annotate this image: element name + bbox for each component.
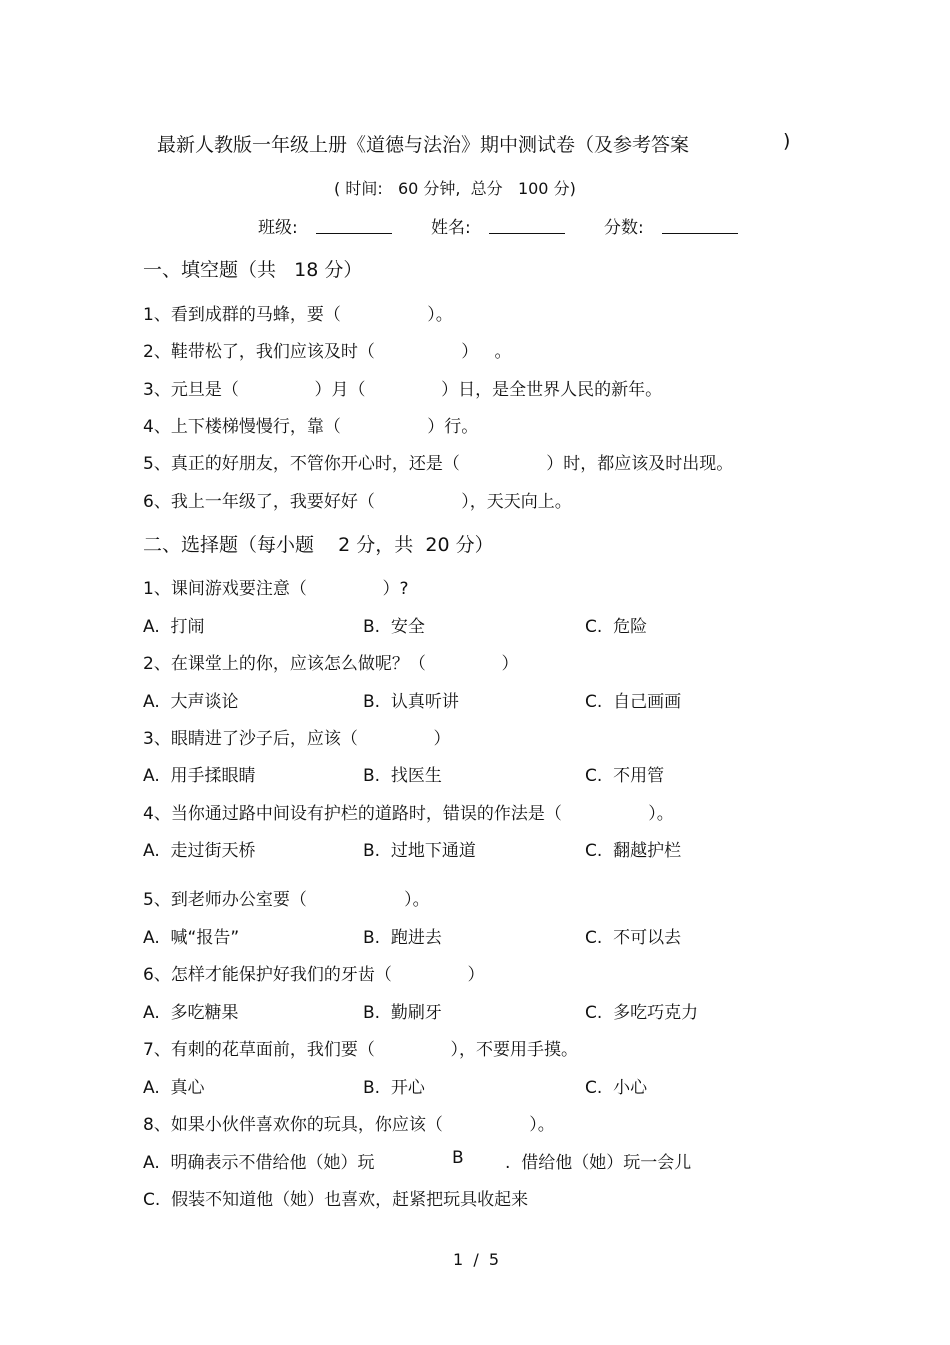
option-a: A. 大声谈论	[143, 692, 239, 712]
section-heading-fill-blank: 一、填空题（共 18 分）	[143, 259, 363, 281]
option-b-text: . 借给他（她）玩一会儿	[505, 1153, 692, 1173]
option-a: A. 打闹	[143, 617, 205, 637]
choice-question: 5、到老师办公室要（ ）。	[143, 890, 430, 910]
option-b: B. 跑进去	[363, 928, 442, 948]
option-c: C. 不用管	[585, 766, 665, 786]
score-label: 分数:	[604, 218, 644, 238]
section-heading-multiple-choice: 二、选择题（每小题 2 分，共 20 分）	[143, 534, 494, 556]
option-b: B. 勤刷牙	[363, 1003, 442, 1023]
fill-question: 2、鞋带松了，我们应该及时（ ） 。	[143, 342, 512, 362]
name-blank	[489, 233, 565, 234]
option-c: C. 危险	[585, 617, 648, 637]
option-a: A. 喊“报告”	[143, 928, 240, 948]
option-b: B. 过地下通道	[363, 841, 476, 861]
option-c: C. 不可以去	[585, 928, 682, 948]
option-b: B. 认真听讲	[363, 692, 459, 712]
option-c: C. 翻越护栏	[585, 841, 682, 861]
score-blank	[662, 233, 738, 234]
choice-question: 4、当你通过路中间设有护栏的道路时，错误的作法是（ ）。	[143, 804, 674, 824]
option-c: C. 小心	[585, 1078, 648, 1098]
page-number: 1 / 5	[453, 1250, 500, 1269]
class-label: 班级:	[258, 218, 298, 238]
name-label: 姓名:	[431, 218, 471, 238]
exam-info: ( 时间: 60 分钟, 总分 100 分)	[334, 179, 576, 198]
option-b: B. 找医生	[363, 766, 442, 786]
option-b: B	[452, 1148, 464, 1168]
class-blank	[316, 233, 392, 234]
fill-question: 6、我上一年级了，我要好好（ ），天天向上。	[143, 492, 572, 512]
option-b: B. 安全	[363, 617, 425, 637]
option-a: A. 明确表示不借给他（她）玩	[143, 1153, 375, 1173]
option-a: A. 多吃糖果	[143, 1003, 239, 1023]
choice-question: 1、课间游戏要注意（ ）?	[143, 579, 409, 599]
fill-question: 3、元旦是（ ）月（ ）日，是全世界人民的新年。	[143, 380, 663, 400]
option-a: A. 真心	[143, 1078, 205, 1098]
choice-question: 7、有刺的花草面前，我们要（ ），不要用手摸。	[143, 1040, 578, 1060]
fill-question: 4、上下楼梯慢慢行，靠（ ）行。	[143, 417, 479, 437]
page-title: 最新人教版一年级上册《道德与法治》期中测试卷（及参考答案	[157, 134, 690, 156]
option-a: A. 用手揉眼睛	[143, 766, 256, 786]
choice-question: 2、在课堂上的你，应该怎么做呢？（ ）	[143, 654, 519, 674]
option-b: B. 开心	[363, 1078, 425, 1098]
fill-question: 1、看到成群的马蜂，要（ ）。	[143, 305, 453, 325]
page-title-close-paren: )	[783, 130, 791, 152]
option-c: C. 多吃巧克力	[585, 1003, 699, 1023]
option-c: C. 假装不知道他（她）也喜欢，赶紧把玩具收起来	[143, 1190, 529, 1210]
choice-question: 8、如果小伙伴喜欢你的玩具，你应该（ ）。	[143, 1115, 555, 1135]
choice-question: 3、眼睛进了沙子后，应该（ ）	[143, 729, 451, 749]
choice-question: 6、怎样才能保护好我们的牙齿（ ）	[143, 965, 485, 985]
fill-question: 5、真正的好朋友，不管你开心时，还是（ ）时，都应该及时出现。	[143, 454, 734, 474]
option-a: A. 走过街天桥	[143, 841, 256, 861]
option-c: C. 自己画画	[585, 692, 682, 712]
